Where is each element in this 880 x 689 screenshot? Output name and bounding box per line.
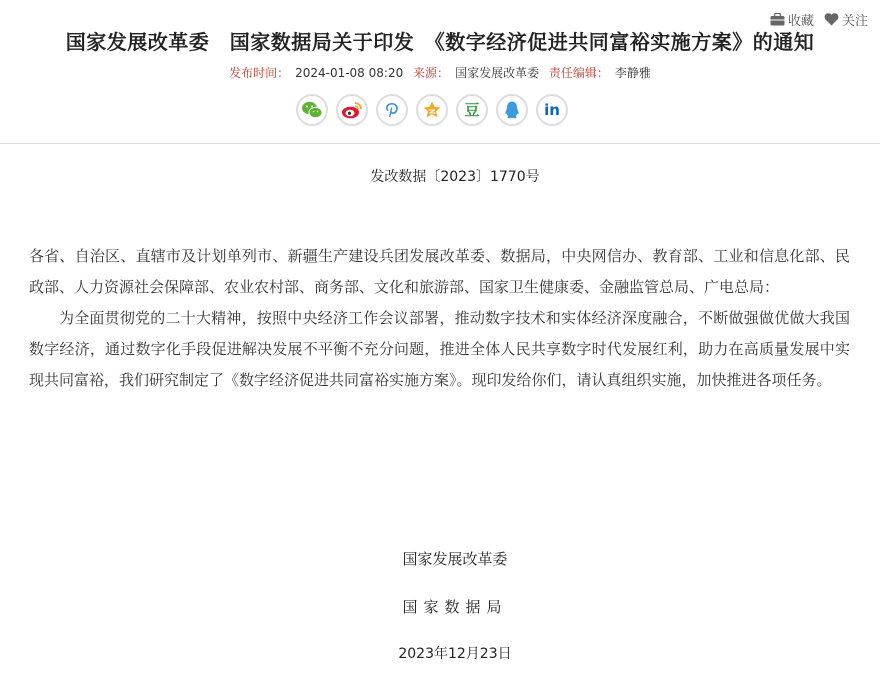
signatory-ndrc: 国家发展改革委 bbox=[402, 550, 508, 568]
page-title: 国家发展改革委 国家数据局关于印发 《数字经济促进共同富裕实施方案》的通知 bbox=[65, 30, 815, 54]
heart-icon bbox=[824, 13, 839, 26]
editor-value: 李静雅 bbox=[614, 66, 651, 80]
share-linkedin-button[interactable] bbox=[536, 94, 568, 126]
signatory-nda: 国家数据局 bbox=[402, 598, 508, 616]
share-pinterest-button[interactable] bbox=[376, 94, 408, 126]
publish-time: 2024-01-08 08:20 bbox=[295, 66, 404, 80]
editor-label: 责任编辑： bbox=[548, 66, 609, 80]
linkedin-icon: in bbox=[544, 100, 560, 119]
favorite-label: 收藏 bbox=[787, 14, 814, 29]
article-meta bbox=[0, 64, 880, 81]
article-body bbox=[29, 241, 850, 396]
signature-date: 2023年12月23日 bbox=[398, 646, 512, 662]
share-bar bbox=[296, 94, 568, 126]
wechat-icon bbox=[301, 100, 323, 120]
publish-time-label: 发布时间： bbox=[229, 66, 290, 80]
body-paragraph: 为全面贯彻党的二十大精神，按照中央经济工作会议部署，推动数字技术和实体经济深度融合，不断做强做优做大我国数字经济，通过数字化手段促进解决发展不平衡不充分问题，推进全体人民共享数字时代发展红利，助力在高质量发展中实现共同富裕，我们研究制定了《数字经济促进共同富裕实施方案》。现印发给你们，请认真组织实施，加快推进各项任务。 bbox=[29, 309, 850, 389]
pinterest-icon bbox=[382, 100, 402, 120]
qzone-icon bbox=[422, 100, 442, 120]
share-weibo-button[interactable] bbox=[336, 94, 368, 126]
source-label: 来源： bbox=[413, 66, 450, 80]
follow-label: 关注 bbox=[841, 14, 868, 29]
share-qq-button[interactable] bbox=[496, 94, 528, 126]
share-wechat-button[interactable] bbox=[296, 94, 328, 126]
header-divider bbox=[0, 143, 880, 144]
qq-icon bbox=[503, 100, 521, 120]
douban-icon: 豆 bbox=[464, 100, 480, 119]
weibo-icon bbox=[341, 100, 363, 120]
briefcase-icon bbox=[770, 13, 785, 26]
share-qzone-button[interactable] bbox=[416, 94, 448, 126]
source-value: 国家发展改革委 bbox=[455, 66, 540, 80]
recipients-paragraph: 各省、自治区、直辖市及计划单列市、新疆生产建设兵团发展改革委、数据局，中央网信办、教育部、工业和信息化部、民政部、人力资源社会保障部、农业农村部、商务部、文化和旅游部、国家卫生健康委、金融监管总局、广电总局： bbox=[29, 247, 850, 296]
share-douban-button[interactable] bbox=[456, 94, 488, 126]
document-number: 发改数据〔2023〕1770号 bbox=[370, 169, 540, 185]
